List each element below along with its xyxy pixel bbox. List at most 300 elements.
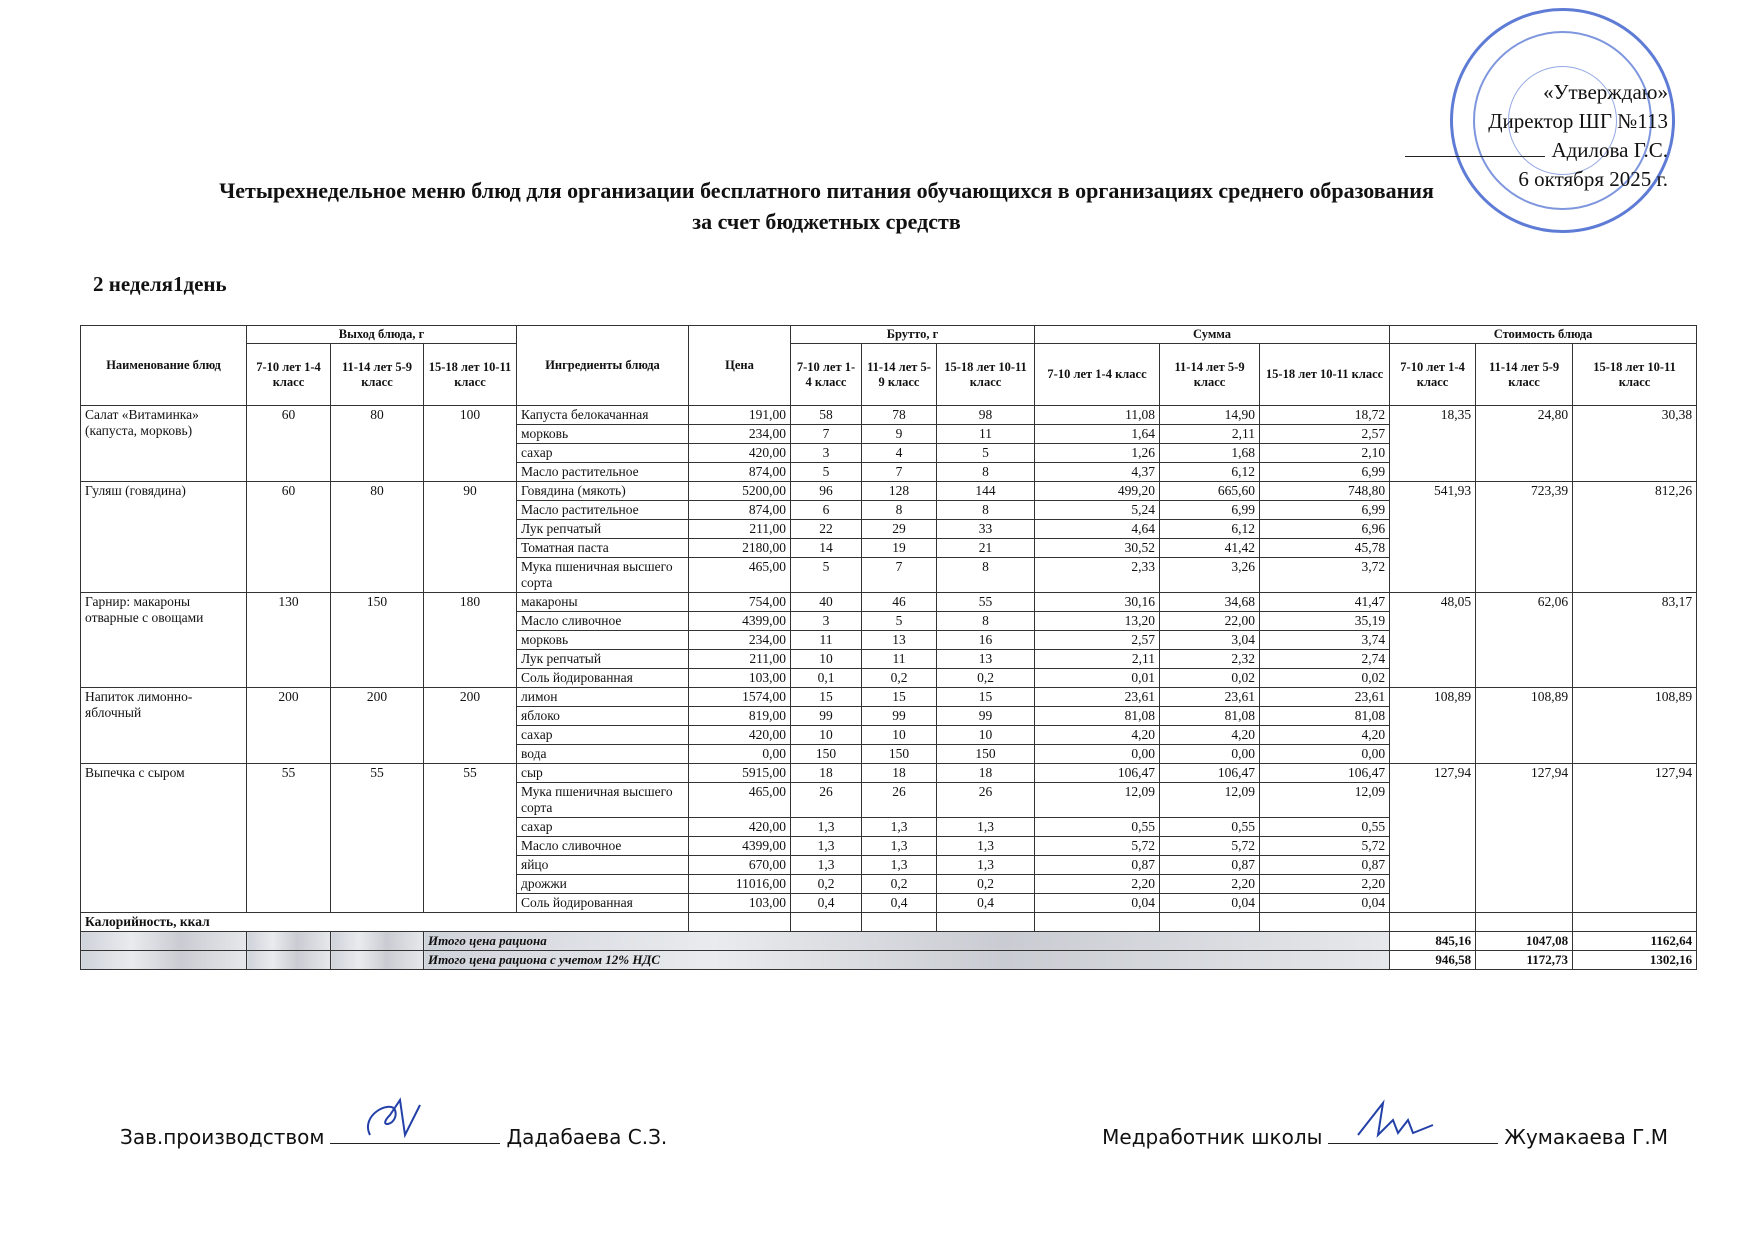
ingredient-brutto: 13 [862, 631, 937, 650]
ingredient-brutto: 0,2 [937, 875, 1035, 894]
ingredient-sum: 0,55 [1260, 818, 1390, 837]
ingredient-sum: 4,64 [1035, 520, 1160, 539]
ingredient-price: 0,00 [689, 745, 791, 764]
empty-cell [1476, 913, 1573, 932]
approval-date: 6 октября 2025 г. [1518, 167, 1668, 191]
ingredient-price: 2180,00 [689, 539, 791, 558]
ingredient-brutto: 15 [862, 688, 937, 707]
header-age: 7-10 лет 1-4 класс [791, 344, 862, 406]
ingredient-sum: 3,72 [1260, 558, 1390, 593]
ingredient-sum: 2,11 [1035, 650, 1160, 669]
ingredient-brutto: 29 [862, 520, 937, 539]
dish-cost: 127,94 [1573, 764, 1697, 913]
dish-output: 80 [331, 482, 424, 593]
ingredient-sum: 0,01 [1035, 669, 1160, 688]
dish-output: 55 [247, 764, 331, 913]
dish-cost: 812,26 [1573, 482, 1697, 593]
ingredient-brutto: 26 [862, 783, 937, 818]
ingredient-name: морковь [517, 425, 689, 444]
ingredient-name: Масло растительное [517, 501, 689, 520]
ingredient-brutto: 55 [937, 593, 1035, 612]
ingredient-sum: 0,00 [1260, 745, 1390, 764]
empty-cell [331, 951, 424, 970]
ingredient-sum: 1,68 [1160, 444, 1260, 463]
ingredient-sum: 41,47 [1260, 593, 1390, 612]
ingredient-name: Соль йодированная [517, 669, 689, 688]
ingredient-sum: 4,20 [1260, 726, 1390, 745]
ingredient-sum: 106,47 [1260, 764, 1390, 783]
ingredient-sum: 1,26 [1035, 444, 1160, 463]
ingredient-sum: 23,61 [1035, 688, 1160, 707]
ingredient-brutto: 144 [937, 482, 1035, 501]
dish-output: 60 [247, 482, 331, 593]
ingredient-brutto: 8 [862, 501, 937, 520]
ingredient-price: 670,00 [689, 856, 791, 875]
empty-cell [1260, 913, 1390, 932]
approval-heading: «Утверждаю» [1543, 80, 1668, 104]
ingredient-brutto: 0,4 [937, 894, 1035, 913]
ingredient-brutto: 11 [862, 650, 937, 669]
ingredient-brutto: 0,2 [791, 875, 862, 894]
total-value: 1162,64 [1573, 932, 1697, 951]
ingredient-name: Масло растительное [517, 463, 689, 482]
ingredient-sum: 11,08 [1035, 406, 1160, 425]
header-age: 15-18 лет 10-11 класс [424, 344, 517, 406]
dish-cost: 24,80 [1476, 406, 1573, 482]
header-output: Выход блюда, г [247, 326, 517, 344]
dish-cost: 62,06 [1476, 593, 1573, 688]
ingredient-brutto: 0,1 [791, 669, 862, 688]
ingredient-name: морковь [517, 631, 689, 650]
dish-output: 60 [247, 406, 331, 482]
production-name: Дадабаева С.З. [506, 1125, 668, 1149]
ingredient-name: Лук репчатый [517, 520, 689, 539]
ingredient-brutto: 11 [937, 425, 1035, 444]
dish-output: 200 [424, 688, 517, 764]
signature-line [1405, 156, 1545, 157]
ingredient-price: 5915,00 [689, 764, 791, 783]
ingredient-sum: 0,02 [1260, 669, 1390, 688]
ingredient-sum: 4,37 [1035, 463, 1160, 482]
ingredient-price: 4399,00 [689, 837, 791, 856]
ingredient-name: вода [517, 745, 689, 764]
header-name: Наименование блюд [81, 326, 247, 406]
ingredient-sum: 35,19 [1260, 612, 1390, 631]
ingredient-sum: 5,72 [1260, 837, 1390, 856]
dish-cost: 127,94 [1476, 764, 1573, 913]
ingredient-sum: 12,09 [1260, 783, 1390, 818]
ingredient-price: 420,00 [689, 818, 791, 837]
ingredient-brutto: 18 [862, 764, 937, 783]
ingredient-sum: 0,00 [1035, 745, 1160, 764]
dish-name: Выпечка с сыром [81, 764, 247, 913]
production-role: Зав.производством [120, 1125, 325, 1149]
total-value: 1302,16 [1573, 951, 1697, 970]
dish-name: Гарнир: макароны отварные с овощами [81, 593, 247, 688]
ingredient-brutto: 128 [862, 482, 937, 501]
ingredient-brutto: 1,3 [937, 818, 1035, 837]
ingredient-sum: 106,47 [1035, 764, 1160, 783]
header-age: 11-14 лет 5-9 класс [1476, 344, 1573, 406]
dish-output: 150 [331, 593, 424, 688]
ingredient-price: 191,00 [689, 406, 791, 425]
dish-name: Гуляш (говядина) [81, 482, 247, 593]
empty-cell [689, 913, 791, 932]
ingredient-sum: 2,11 [1160, 425, 1260, 444]
ingredient-sum: 0,02 [1160, 669, 1260, 688]
ingredient-sum: 0,87 [1160, 856, 1260, 875]
ingredient-brutto: 99 [791, 707, 862, 726]
dish-output: 200 [331, 688, 424, 764]
ingredient-brutto: 6 [791, 501, 862, 520]
ingredient-brutto: 150 [862, 745, 937, 764]
ingredient-sum: 665,60 [1160, 482, 1260, 501]
day-label: 2 неделя1день [93, 272, 227, 296]
ingredient-sum: 3,74 [1260, 631, 1390, 650]
table-row [81, 406, 1697, 425]
ingredient-name: сахар [517, 726, 689, 745]
total-row [81, 951, 1697, 970]
dish-output: 100 [424, 406, 517, 482]
ingredient-name: Масло сливочное [517, 837, 689, 856]
dish-name: Салат «Витаминка» (капуста, морковь) [81, 406, 247, 482]
ingredient-price: 465,00 [689, 783, 791, 818]
empty-cell [81, 932, 247, 951]
dish-cost: 48,05 [1390, 593, 1476, 688]
ingredient-name: макароны [517, 593, 689, 612]
ingredient-sum: 0,04 [1035, 894, 1160, 913]
ingredient-brutto: 1,3 [791, 818, 862, 837]
ingredient-brutto: 26 [937, 783, 1035, 818]
ingredient-brutto: 0,2 [937, 669, 1035, 688]
ingredient-sum: 12,09 [1035, 783, 1160, 818]
ingredient-sum: 6,99 [1260, 463, 1390, 482]
ingredient-sum: 5,24 [1035, 501, 1160, 520]
ingredient-price: 103,00 [689, 669, 791, 688]
ingredient-price: 211,00 [689, 650, 791, 669]
ingredient-brutto: 10 [791, 650, 862, 669]
ingredient-brutto: 10 [862, 726, 937, 745]
empty-cell [1035, 913, 1160, 932]
ingredient-brutto: 8 [937, 463, 1035, 482]
ingredient-price: 11016,00 [689, 875, 791, 894]
ingredient-sum: 499,20 [1035, 482, 1160, 501]
header-price: Цена [689, 326, 791, 406]
dish-cost: 723,39 [1476, 482, 1573, 593]
dish-output: 55 [331, 764, 424, 913]
dish-cost: 83,17 [1573, 593, 1697, 688]
ingredient-name: сахар [517, 818, 689, 837]
ingredient-brutto: 7 [862, 463, 937, 482]
ingredient-sum: 0,04 [1160, 894, 1260, 913]
header-age: 15-18 лет 10-11 класс [1260, 344, 1390, 406]
ingredient-brutto: 7 [791, 425, 862, 444]
ingredient-brutto: 21 [937, 539, 1035, 558]
total-row [81, 932, 1697, 951]
ingredient-price: 874,00 [689, 463, 791, 482]
ingredient-brutto: 8 [937, 501, 1035, 520]
ingredient-sum: 1,64 [1035, 425, 1160, 444]
ingredient-sum: 3,26 [1160, 558, 1260, 593]
ingredient-brutto: 58 [791, 406, 862, 425]
ingredient-sum: 2,33 [1035, 558, 1160, 593]
ingredient-brutto: 1,3 [791, 837, 862, 856]
header-age: 11-14 лет 5-9 класс [862, 344, 937, 406]
dish-cost: 541,93 [1390, 482, 1476, 593]
header-brutto: Брутто, г [791, 326, 1035, 344]
header-age: 7-10 лет 1-4 класс [247, 344, 331, 406]
ingredient-brutto: 98 [937, 406, 1035, 425]
ingredient-name: сахар [517, 444, 689, 463]
ingredient-brutto: 40 [791, 593, 862, 612]
ingredient-brutto: 16 [937, 631, 1035, 650]
ingredient-brutto: 1,3 [937, 837, 1035, 856]
ingredient-name: Капуста белокачанная [517, 406, 689, 425]
approval-position: Директор ШГ №113 [1488, 109, 1668, 133]
ingredient-brutto: 0,4 [862, 894, 937, 913]
ingredient-sum: 30,16 [1035, 593, 1160, 612]
ingredient-brutto: 19 [862, 539, 937, 558]
ingredient-sum: 3,04 [1160, 631, 1260, 650]
ingredient-brutto: 3 [791, 612, 862, 631]
ingredient-brutto: 5 [791, 558, 862, 593]
title-line-2: за счет бюджетных средств [692, 209, 961, 234]
ingredient-brutto: 33 [937, 520, 1035, 539]
empty-cell [1573, 913, 1697, 932]
ingredient-sum: 106,47 [1160, 764, 1260, 783]
ingredient-price: 234,00 [689, 425, 791, 444]
ingredient-brutto: 8 [937, 558, 1035, 593]
ingredient-sum: 45,78 [1260, 539, 1390, 558]
medical-name: Жумакаева Г.М [1504, 1125, 1668, 1149]
ingredient-sum: 6,12 [1160, 520, 1260, 539]
ingredient-brutto: 7 [862, 558, 937, 593]
ingredient-brutto: 3 [791, 444, 862, 463]
header-age: 15-18 лет 10-11 класс [937, 344, 1035, 406]
ingredient-brutto: 1,3 [937, 856, 1035, 875]
ingredient-sum: 0,55 [1035, 818, 1160, 837]
dish-output: 80 [331, 406, 424, 482]
ingredient-sum: 748,80 [1260, 482, 1390, 501]
signature-line [330, 1125, 500, 1144]
header-age: 11-14 лет 5-9 класс [331, 344, 424, 406]
ingredient-price: 819,00 [689, 707, 791, 726]
ingredient-brutto: 0,2 [862, 669, 937, 688]
ingredient-sum: 41,42 [1160, 539, 1260, 558]
ingredient-price: 420,00 [689, 726, 791, 745]
header-cost: Стоимость блюда [1390, 326, 1697, 344]
ingredient-brutto: 18 [791, 764, 862, 783]
dish-cost: 108,89 [1476, 688, 1573, 764]
menu-body [81, 406, 1697, 970]
ingredient-sum: 2,57 [1035, 631, 1160, 650]
ingredient-price: 4399,00 [689, 612, 791, 631]
signature-medical [1102, 1125, 1668, 1149]
ingredient-brutto: 150 [791, 745, 862, 764]
ingredient-sum: 81,08 [1260, 707, 1390, 726]
empty-cell [1160, 913, 1260, 932]
ingredient-brutto: 15 [937, 688, 1035, 707]
empty-cell [1390, 913, 1476, 932]
ingredient-price: 1574,00 [689, 688, 791, 707]
ingredient-brutto: 10 [791, 726, 862, 745]
empty-cell [791, 913, 862, 932]
ingredient-sum: 2,57 [1260, 425, 1390, 444]
table-row [81, 688, 1697, 707]
dish-cost: 30,38 [1573, 406, 1697, 482]
header-age: 11-14 лет 5-9 класс [1160, 344, 1260, 406]
ingredient-brutto: 1,3 [862, 837, 937, 856]
ingredient-name: сыр [517, 764, 689, 783]
ingredient-price: 420,00 [689, 444, 791, 463]
ingredient-brutto: 99 [862, 707, 937, 726]
table-row [81, 482, 1697, 501]
table-row [81, 764, 1697, 783]
ingredient-brutto: 9 [862, 425, 937, 444]
ingredient-sum: 0,87 [1035, 856, 1160, 875]
ingredient-name: Говядина (мякоть) [517, 482, 689, 501]
ingredient-brutto: 46 [862, 593, 937, 612]
ingredient-name: Масло сливочное [517, 612, 689, 631]
ingredient-brutto: 26 [791, 783, 862, 818]
ingredient-brutto: 18 [937, 764, 1035, 783]
dish-output: 180 [424, 593, 517, 688]
ingredient-sum: 2,32 [1160, 650, 1260, 669]
dish-cost: 127,94 [1390, 764, 1476, 913]
ingredient-price: 465,00 [689, 558, 791, 593]
ingredient-name: Мука пшеничная высшего сорта [517, 558, 689, 593]
ingredient-sum: 30,52 [1035, 539, 1160, 558]
empty-cell [247, 951, 331, 970]
total-value: 845,16 [1390, 932, 1476, 951]
calories-row [81, 913, 1697, 932]
ingredient-sum: 6,99 [1260, 501, 1390, 520]
medical-role: Медработник школы [1102, 1125, 1323, 1149]
ingredient-brutto: 8 [937, 612, 1035, 631]
signature-production [120, 1125, 667, 1149]
ingredient-brutto: 5 [937, 444, 1035, 463]
ingredient-sum: 22,00 [1160, 612, 1260, 631]
ingredient-brutto: 99 [937, 707, 1035, 726]
empty-cell [937, 913, 1035, 932]
ingredient-sum: 18,72 [1260, 406, 1390, 425]
ingredient-name: дрожжи [517, 875, 689, 894]
dish-cost: 18,35 [1390, 406, 1476, 482]
ingredient-name: яблоко [517, 707, 689, 726]
empty-cell [331, 932, 424, 951]
total-value: 1047,08 [1476, 932, 1573, 951]
ingredient-brutto: 11 [791, 631, 862, 650]
dish-name: Напиток лимонно-яблочный [81, 688, 247, 764]
approval-signer: Адилова Г.С. [1405, 136, 1668, 165]
header-ingredients: Ингредиенты блюда [517, 326, 689, 406]
ingredient-brutto: 13 [937, 650, 1035, 669]
ingredient-brutto: 0,4 [791, 894, 862, 913]
ingredient-price: 103,00 [689, 894, 791, 913]
ingredient-name: Соль йодированная [517, 894, 689, 913]
total-label: Итого цена рациона с учетом 12% НДС [424, 951, 1390, 970]
ingredient-brutto: 1,3 [862, 856, 937, 875]
ingredient-sum: 14,90 [1160, 406, 1260, 425]
ingredient-sum: 2,20 [1160, 875, 1260, 894]
ingredient-brutto: 150 [937, 745, 1035, 764]
ingredient-sum: 5,72 [1035, 837, 1160, 856]
title-line-1: Четырехнедельное меню блюд для организации бесплатного питания обучающихся в организациях среднего образования [219, 178, 1434, 203]
header-sum: Сумма [1035, 326, 1390, 344]
ingredient-sum: 23,61 [1160, 688, 1260, 707]
ingredient-brutto: 78 [862, 406, 937, 425]
dish-cost: 108,89 [1573, 688, 1697, 764]
total-value: 1172,73 [1476, 951, 1573, 970]
ingredient-price: 5200,00 [689, 482, 791, 501]
empty-cell [81, 951, 247, 970]
ingredient-sum: 6,12 [1160, 463, 1260, 482]
ingredient-brutto: 15 [791, 688, 862, 707]
ingredient-sum: 12,09 [1160, 783, 1260, 818]
ingredient-price: 874,00 [689, 501, 791, 520]
ingredient-sum: 0,04 [1260, 894, 1390, 913]
empty-cell [247, 932, 331, 951]
header-age: 7-10 лет 1-4 класс [1035, 344, 1160, 406]
ingredient-name: яйцо [517, 856, 689, 875]
ingredient-sum: 6,99 [1160, 501, 1260, 520]
ingredient-name: лимон [517, 688, 689, 707]
ingredient-sum: 13,20 [1035, 612, 1160, 631]
ingredient-sum: 4,20 [1035, 726, 1160, 745]
ingredient-sum: 0,87 [1260, 856, 1390, 875]
ingredient-sum: 4,20 [1160, 726, 1260, 745]
signature-line [1328, 1125, 1498, 1144]
ingredient-brutto: 4 [862, 444, 937, 463]
ingredient-sum: 6,96 [1260, 520, 1390, 539]
dish-output: 90 [424, 482, 517, 593]
ingredient-brutto: 22 [791, 520, 862, 539]
header-age: 7-10 лет 1-4 класс [1390, 344, 1476, 406]
ingredient-sum: 34,68 [1160, 593, 1260, 612]
total-label: Итого цена рациона [424, 932, 1390, 951]
ingredient-name: Томатная паста [517, 539, 689, 558]
ingredient-sum: 23,61 [1260, 688, 1390, 707]
ingredient-sum: 2,20 [1035, 875, 1160, 894]
empty-cell [862, 913, 937, 932]
ingredient-brutto: 5 [791, 463, 862, 482]
ingredient-sum: 81,08 [1160, 707, 1260, 726]
table-row [81, 593, 1697, 612]
ingredient-sum: 0,00 [1160, 745, 1260, 764]
ingredient-brutto: 1,3 [862, 818, 937, 837]
ingredient-price: 754,00 [689, 593, 791, 612]
document-title [100, 175, 1553, 237]
ingredient-brutto: 0,2 [862, 875, 937, 894]
ingredient-sum: 0,55 [1160, 818, 1260, 837]
dish-output: 55 [424, 764, 517, 913]
ingredient-price: 234,00 [689, 631, 791, 650]
ingredient-brutto: 14 [791, 539, 862, 558]
header-age: 15-18 лет 10-11 класс [1573, 344, 1697, 406]
ingredient-sum: 2,20 [1260, 875, 1390, 894]
ingredient-sum: 5,72 [1160, 837, 1260, 856]
ingredient-name: Мука пшеничная высшего сорта [517, 783, 689, 818]
dish-output: 130 [247, 593, 331, 688]
menu-table [80, 325, 1697, 970]
ingredient-brutto: 96 [791, 482, 862, 501]
ingredient-sum: 81,08 [1035, 707, 1160, 726]
dish-output: 200 [247, 688, 331, 764]
dish-cost: 108,89 [1390, 688, 1476, 764]
ingredient-brutto: 10 [937, 726, 1035, 745]
total-value: 946,58 [1390, 951, 1476, 970]
ingredient-name: Лук репчатый [517, 650, 689, 669]
